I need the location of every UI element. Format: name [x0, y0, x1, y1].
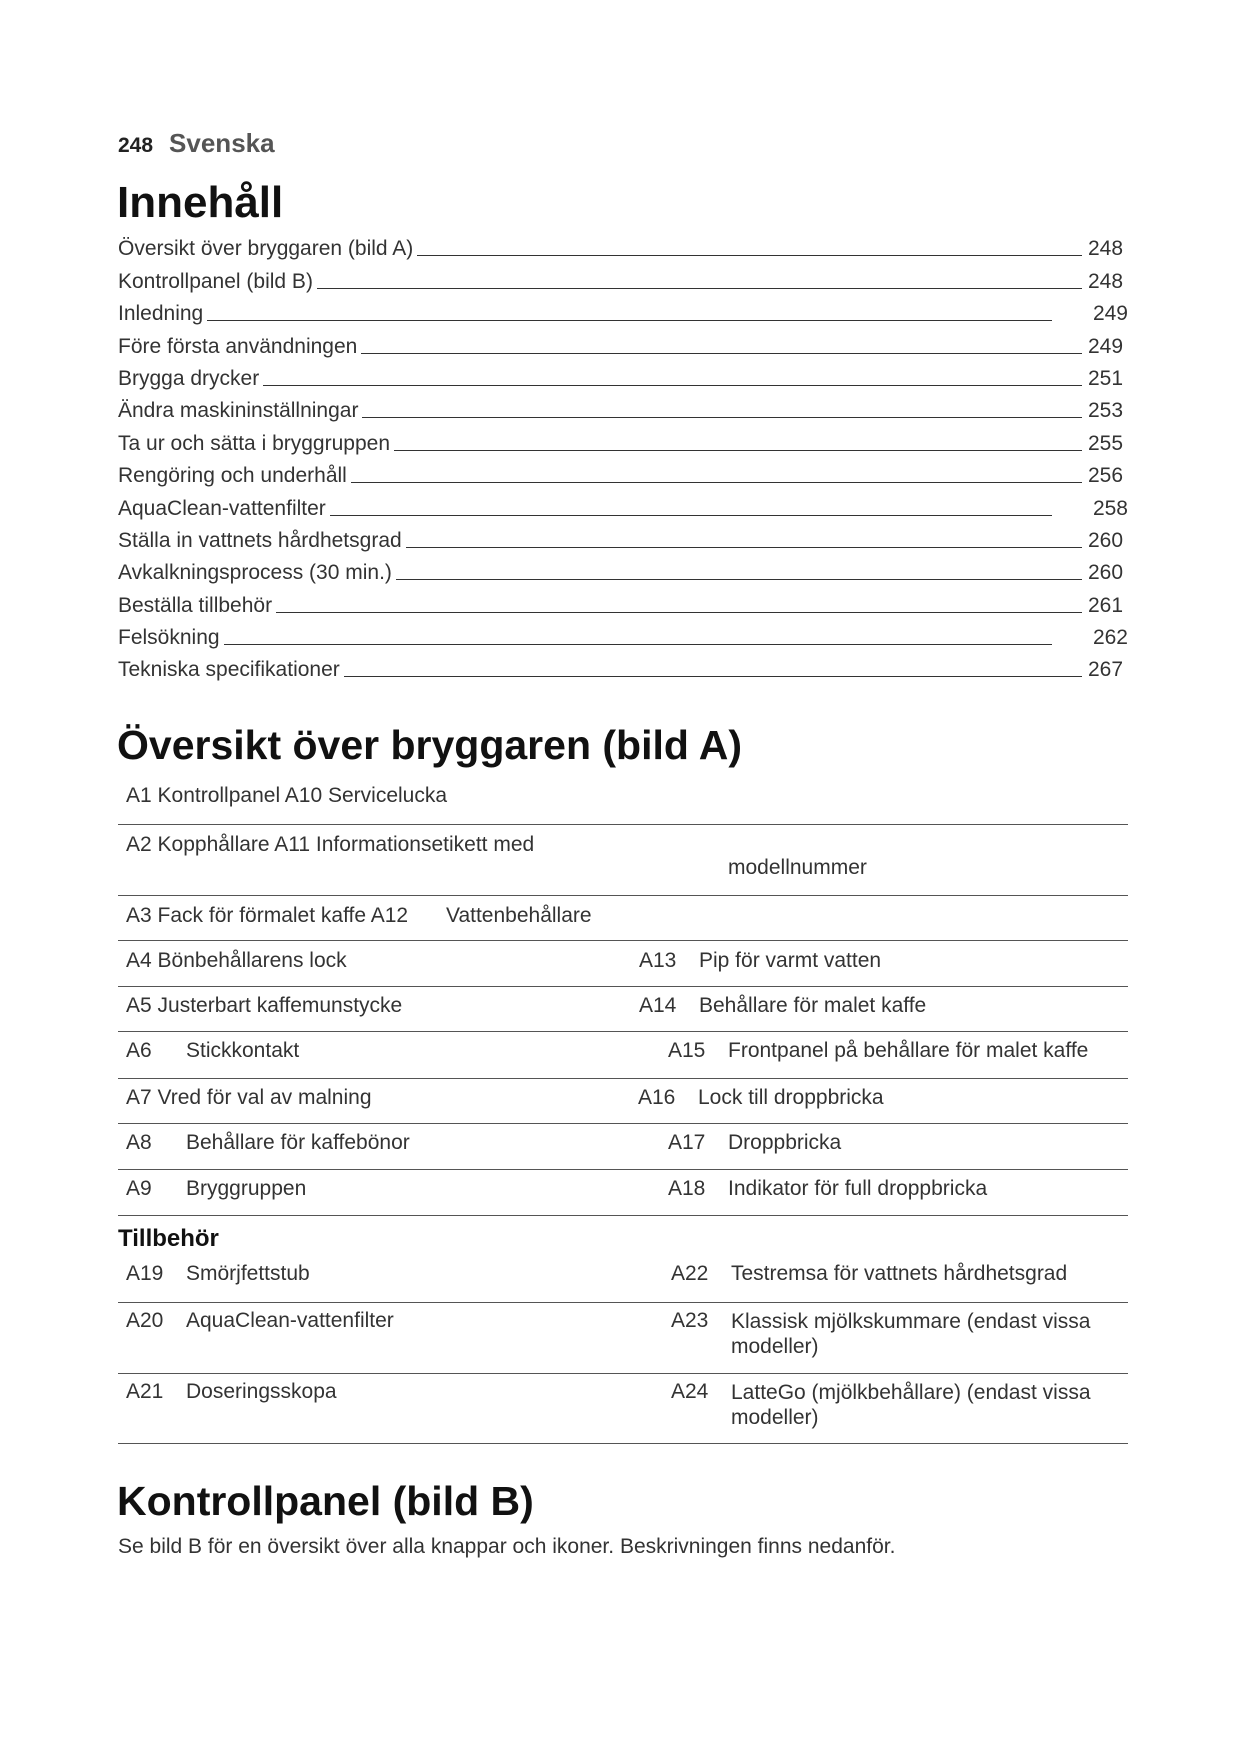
- toc-entry[interactable]: [118, 262, 1128, 294]
- toc-entry-title: Brygga drycker: [118, 366, 260, 390]
- toc-leader: [362, 417, 1082, 418]
- part-code: A13: [639, 949, 677, 972]
- toc-entry[interactable]: [118, 295, 1128, 327]
- toc-entry[interactable]: [118, 522, 1128, 554]
- toc-entry-title: Ställa in vattnets hårdhetsgrad: [118, 528, 402, 552]
- toc-title: Innehåll: [117, 178, 284, 227]
- toc-entry-page: 255: [1088, 431, 1124, 455]
- toc-entry-title: Ta ur och sätta i bryggruppen: [118, 431, 390, 455]
- accessories-table: [118, 1258, 1128, 1444]
- table-of-contents: [118, 230, 1128, 683]
- toc-entry-title: Avkalkningsprocess (30 min.): [118, 561, 392, 585]
- part-code: A22: [671, 1262, 709, 1285]
- language-label: Svenska: [169, 128, 275, 158]
- part-code: A14: [639, 994, 677, 1017]
- part-code: A23: [671, 1309, 709, 1332]
- part-code: A15: [668, 1039, 706, 1062]
- toc-entry-page: 261: [1088, 593, 1124, 617]
- table-row: [118, 987, 1128, 1032]
- toc-entry-title: AquaClean-vattenfilter: [118, 496, 326, 520]
- toc-leader: [406, 547, 1082, 548]
- part-name: Smörjfettstub: [186, 1262, 310, 1285]
- control-panel-heading: Kontrollpanel (bild B): [117, 1478, 534, 1524]
- table-row: [118, 1303, 1128, 1374]
- part-code: A21: [126, 1380, 164, 1403]
- table-row: [118, 825, 1128, 896]
- table-row: [118, 941, 1128, 987]
- toc-entry-page: 256: [1088, 464, 1124, 488]
- part-name: Bryggruppen: [186, 1177, 307, 1200]
- part-code: A20: [126, 1309, 164, 1332]
- table-row: [118, 1170, 1128, 1216]
- toc-entry-page: 258: [1092, 496, 1128, 520]
- toc-leader: [224, 644, 1052, 645]
- part-name: Stickkontakt: [186, 1039, 300, 1062]
- toc-entry-title: Felsökning: [118, 626, 220, 650]
- toc-entry[interactable]: [118, 586, 1128, 618]
- toc-entry[interactable]: [118, 651, 1128, 683]
- page-number: 248: [118, 134, 154, 157]
- toc-entry[interactable]: [118, 457, 1128, 489]
- toc-entry[interactable]: [118, 360, 1128, 392]
- part-name: Behållare för malet kaffe: [699, 994, 927, 1017]
- part-name: Behållare för kaffebönor: [186, 1131, 410, 1154]
- toc-entry-page: 267: [1088, 658, 1124, 682]
- toc-entry-page: 262: [1092, 626, 1128, 650]
- toc-entry-page: 253: [1088, 399, 1124, 423]
- table-row: [118, 1079, 1128, 1124]
- toc-leader: [351, 482, 1082, 483]
- toc-leader: [276, 612, 1082, 613]
- part-name: AquaClean-vattenfilter: [186, 1309, 394, 1332]
- row-label: A7 Vred för val av malning: [126, 1086, 372, 1109]
- toc-entry[interactable]: [118, 489, 1128, 521]
- table-row: [118, 1032, 1128, 1079]
- toc-entry-page: 260: [1088, 561, 1124, 585]
- toc-entry-title: Tekniska specifikationer: [118, 658, 340, 682]
- toc-entry-title: Kontrollpanel (bild B): [118, 269, 313, 293]
- part-name: Frontpanel på behållare för malet kaffe: [728, 1039, 1089, 1062]
- row-label: A4 Bönbehållarens lock: [126, 949, 347, 972]
- toc-entry[interactable]: [118, 230, 1128, 262]
- toc-entry-page: 260: [1088, 528, 1124, 552]
- toc-entry[interactable]: [118, 327, 1128, 359]
- control-panel-intro: Se bild B för en översikt över alla knappar och ikoner. Beskrivningen finns nedanför.: [118, 1535, 896, 1558]
- part-name: Testremsa för vattnets hårdhetsgrad: [731, 1262, 1068, 1285]
- toc-entry-page: 251: [1088, 366, 1124, 390]
- toc-leader: [317, 288, 1082, 289]
- part-code: A6: [126, 1039, 152, 1062]
- row-label: A2 Kopphållare A11 Informationsetikett med: [126, 833, 535, 856]
- part-code: A8: [126, 1131, 152, 1154]
- part-code: A9: [126, 1177, 152, 1200]
- table-row: [118, 1258, 1128, 1303]
- accessories-heading: Tillbehör: [118, 1225, 219, 1252]
- toc-entry-page: 248: [1088, 237, 1124, 261]
- part-code: A16: [638, 1086, 676, 1109]
- row-label-continued: modellnummer: [728, 856, 867, 879]
- part-name: Droppbricka: [728, 1131, 842, 1154]
- table-row: [118, 896, 1128, 941]
- row-label: A5 Justerbart kaffemunstycke: [126, 994, 403, 1017]
- part-name: Pip för varmt vatten: [699, 949, 882, 972]
- overview-heading: Översikt över bryggaren (bild A): [117, 722, 743, 768]
- toc-entry-title: Översikt över bryggaren (bild A): [118, 237, 414, 261]
- toc-leader: [344, 676, 1082, 677]
- toc-entry-title: Inledning: [118, 302, 204, 326]
- toc-entry[interactable]: [118, 392, 1128, 424]
- toc-entry[interactable]: [118, 619, 1128, 651]
- toc-leader: [361, 353, 1082, 354]
- part-code: A18: [668, 1177, 706, 1200]
- part-name: Doseringsskopa: [186, 1380, 337, 1403]
- toc-leader: [207, 320, 1052, 321]
- toc-leader: [394, 450, 1082, 451]
- toc-entry-page: 249: [1088, 334, 1124, 358]
- row-label-mid: Vattenbehållare: [446, 904, 592, 927]
- page-header: [118, 128, 275, 159]
- toc-leader: [396, 579, 1082, 580]
- toc-entry-title: Rengöring och underhåll: [118, 464, 347, 488]
- part-name: Klassisk mjölkskummare (endast vissa modeller): [731, 1310, 1091, 1358]
- table-row: [118, 1374, 1128, 1444]
- table-row: [118, 778, 1128, 825]
- row-label: A3 Fack för förmalet kaffe A12: [126, 904, 409, 927]
- toc-leader: [263, 385, 1082, 386]
- toc-entry[interactable]: [118, 424, 1128, 456]
- part-code: A19: [126, 1262, 164, 1285]
- part-code: A17: [668, 1131, 706, 1154]
- toc-entry-page: 249: [1092, 302, 1128, 326]
- toc-entry-title: Före första användningen: [118, 334, 358, 358]
- toc-entry-page: 248: [1088, 269, 1124, 293]
- toc-entry[interactable]: [118, 554, 1128, 586]
- part-code: A24: [671, 1380, 709, 1403]
- table-row: [118, 1124, 1128, 1170]
- toc-leader: [330, 515, 1052, 516]
- toc-leader: [417, 255, 1082, 256]
- part-name: Lock till droppbricka: [698, 1086, 884, 1109]
- part-name: Indikator för full droppbricka: [728, 1177, 988, 1200]
- row-label: A1 Kontrollpanel A10 Servicelucka: [126, 784, 448, 807]
- part-name: LatteGo (mjölkbehållare) (endast vissa modeller): [731, 1381, 1091, 1429]
- toc-entry-title: Ändra maskininställningar: [118, 399, 359, 423]
- overview-table: [118, 778, 1128, 1216]
- toc-entry-title: Beställa tillbehör: [118, 593, 273, 617]
